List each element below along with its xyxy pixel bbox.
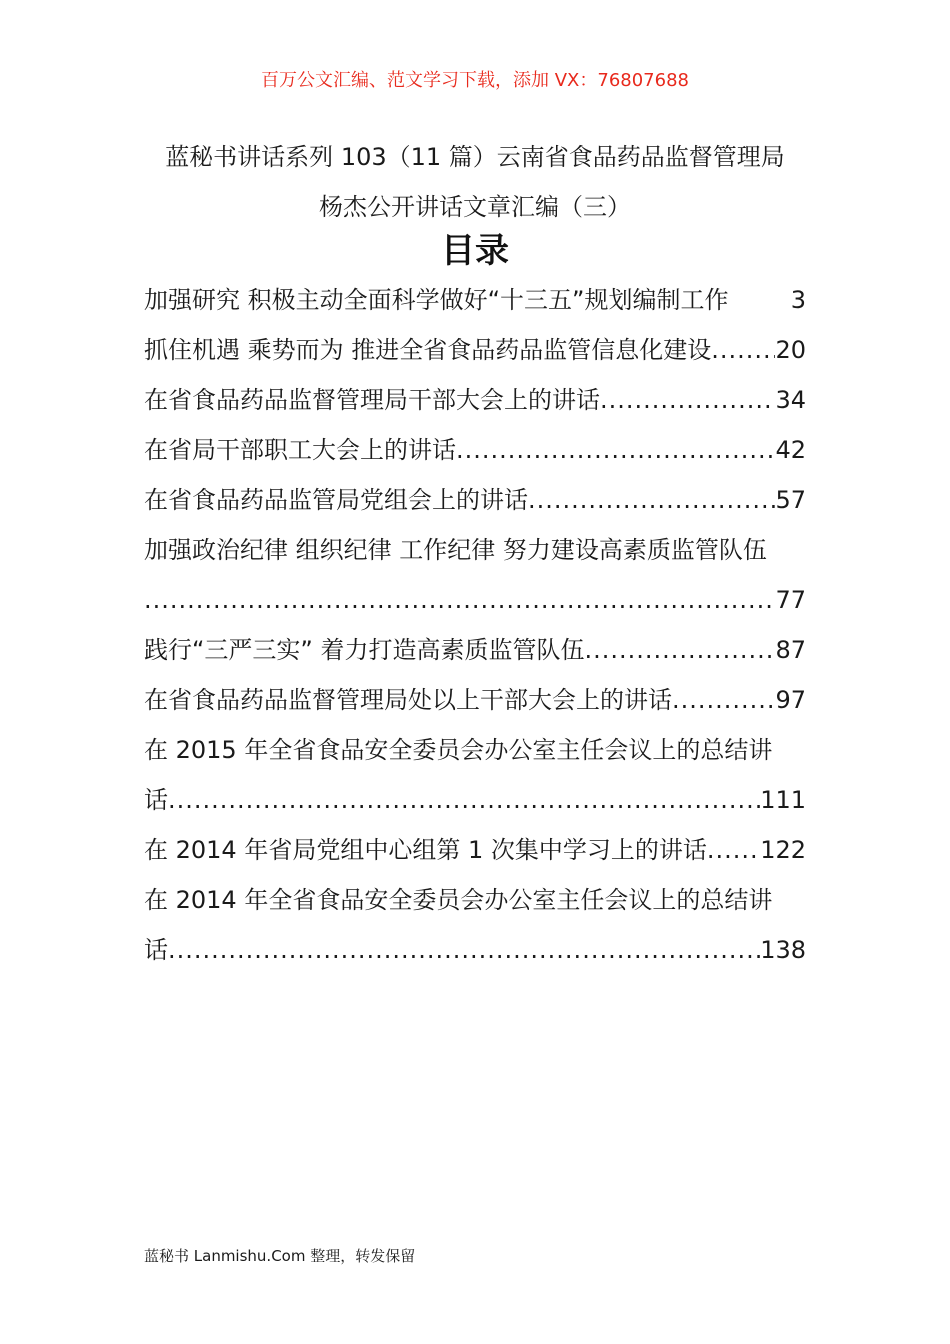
promo-banner: 百万公文汇编、范文学习下载，添加 VX：76807688 [261, 70, 689, 91]
toc-page-number: 87 [775, 636, 806, 664]
toc-page-number: 3 [790, 286, 806, 314]
toc-entry-title: 在省食品药品监督管理局干部大会上的讲话 [144, 386, 600, 414]
toc-page-number: 97 [775, 686, 806, 714]
toc-entry-title-continued: 话 [144, 786, 168, 814]
toc-entry-3[interactable] [144, 375, 806, 425]
toc-page-number: 122 [760, 836, 806, 864]
table-of-contents [144, 275, 806, 975]
toc-entry-7[interactable] [144, 625, 806, 675]
toc-entry-title: 在省食品药品监管局党组会上的讲话 [144, 486, 528, 514]
toc-entry-4[interactable] [144, 425, 806, 475]
toc-entry-title: 在 2014 年全省食品安全委员会办公室主任会议上的总结讲 [144, 886, 773, 914]
toc-leader [600, 375, 775, 425]
toc-heading: 目录 [441, 231, 509, 271]
toc-leader [168, 775, 760, 825]
toc-leader [672, 675, 775, 725]
toc-entry-title: 践行“三严三实” 着力打造高素质监管队伍 [144, 636, 585, 664]
toc-page-number: 111 [760, 786, 806, 814]
toc-leader [144, 575, 775, 625]
toc-entry-title: 抓住机遇 乘势而为 推进全省食品药品监管信息化建设 [144, 336, 712, 364]
toc-leader [707, 825, 760, 875]
toc-entry-title-continued: 话 [144, 936, 168, 964]
toc-entry-title: 在 2015 年全省食品安全委员会办公室主任会议上的总结讲 [144, 736, 773, 764]
toc-entry-9[interactable] [144, 725, 806, 825]
toc-leader [711, 325, 775, 375]
title-line-2: 杨杰公开讲话文章汇编（三） [319, 193, 631, 221]
toc-entry-8[interactable] [144, 675, 806, 725]
toc-entry-title: 在省局干部职工大会上的讲话 [144, 436, 456, 464]
toc-leader [168, 925, 760, 975]
toc-entry-11[interactable] [144, 875, 806, 975]
document-title [0, 132, 950, 232]
toc-page-number: 77 [775, 586, 806, 614]
toc-page-number: 138 [760, 936, 806, 964]
toc-entry-10[interactable] [144, 825, 806, 875]
toc-entry-title: 在省食品药品监督管理局处以上干部大会上的讲话 [144, 686, 672, 714]
toc-leader [585, 625, 776, 675]
toc-entry-2[interactable] [144, 325, 806, 375]
toc-leader [528, 475, 775, 525]
toc-entry-5[interactable] [144, 475, 806, 525]
toc-entry-6[interactable] [144, 525, 806, 625]
toc-page-number: 34 [775, 386, 806, 414]
footer-credit: 蓝秘书 Lanmishu.Com 整理，转发保留 [144, 1247, 416, 1265]
toc-leader [456, 425, 775, 475]
toc-entry-title: 在 2014 年省局党组中心组第 1 次集中学习上的讲话 [144, 836, 707, 864]
toc-page-number: 42 [775, 436, 806, 464]
toc-entry-title: 加强政治纪律 组织纪律 工作纪律 努力建设高素质监管队伍 [144, 536, 767, 564]
toc-page-number: 57 [775, 486, 806, 514]
toc-entry-title: 加强研究 积极主动全面科学做好“十三五”规划编制工作 [144, 286, 729, 314]
toc-entry-1[interactable] [144, 275, 806, 325]
title-line-1: 蓝秘书讲话系列 103（11 篇）云南省食品药品监督管理局 [165, 143, 785, 171]
toc-page-number: 20 [775, 336, 806, 364]
